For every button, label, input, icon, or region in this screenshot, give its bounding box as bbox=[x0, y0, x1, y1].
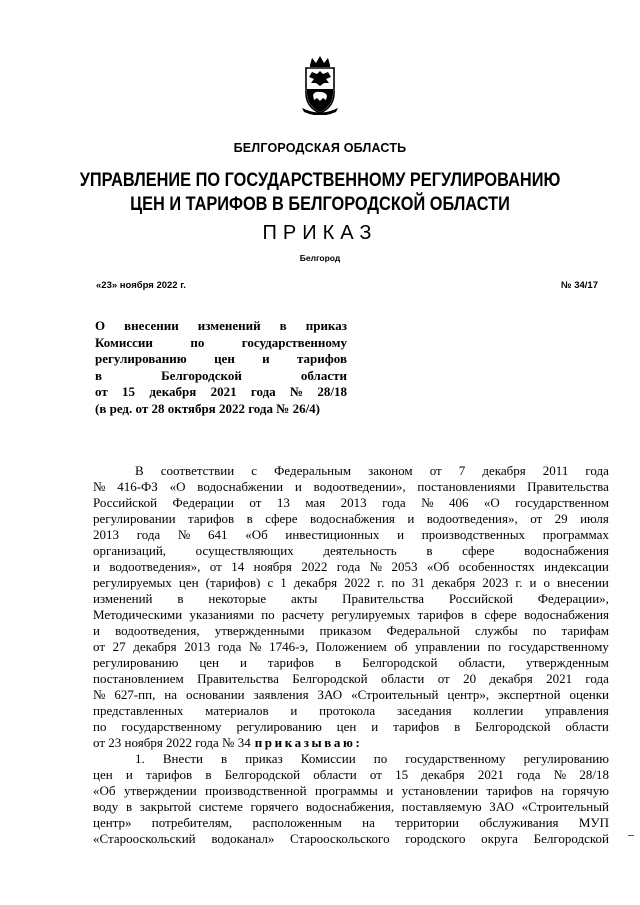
body-line bbox=[93, 591, 609, 607]
word: декабря bbox=[489, 671, 533, 686]
word: 2053 bbox=[391, 559, 418, 574]
body-line bbox=[93, 495, 609, 511]
word: и bbox=[262, 351, 270, 366]
word: Белгородской bbox=[475, 719, 551, 734]
word: от bbox=[93, 639, 106, 654]
word: области, bbox=[458, 655, 506, 670]
word: тарифов bbox=[188, 511, 235, 526]
word: июля bbox=[580, 511, 609, 526]
word: «Об bbox=[245, 527, 268, 542]
word: декабря bbox=[431, 575, 476, 590]
body-line bbox=[93, 671, 609, 687]
word: поставляемую bbox=[401, 799, 482, 814]
word: Федеральным bbox=[274, 463, 352, 478]
word: 406 bbox=[448, 495, 469, 510]
word: 2021 bbox=[546, 671, 573, 686]
word: от bbox=[369, 767, 382, 782]
word: службы bbox=[475, 623, 518, 638]
word: утвержденным bbox=[526, 655, 609, 670]
word: 1746-э, bbox=[269, 639, 309, 654]
document-date: «23» ноября 2022 г. bbox=[96, 280, 186, 291]
word: расположенным bbox=[252, 815, 342, 830]
word: организаций, bbox=[93, 543, 167, 558]
word: и bbox=[386, 783, 394, 798]
word: в bbox=[470, 607, 478, 622]
page-edge-mark bbox=[628, 835, 634, 836]
word: в bbox=[246, 511, 253, 526]
word: 2023 bbox=[482, 575, 509, 590]
word: 29 bbox=[554, 511, 568, 526]
order-title bbox=[95, 318, 347, 417]
word: 28/18 bbox=[317, 384, 347, 399]
word: года bbox=[136, 527, 161, 542]
word: 1. bbox=[135, 751, 145, 766]
word: некоторые bbox=[208, 591, 267, 606]
word: в bbox=[426, 543, 433, 558]
word: изменений bbox=[197, 318, 261, 333]
word: в bbox=[335, 655, 342, 670]
word: в bbox=[95, 367, 103, 383]
document-type: ПРИКАЗ bbox=[262, 222, 378, 244]
word: водоотведения», bbox=[426, 511, 518, 526]
title-line: (в ред. от 28 октября 2022 года № 26/4) bbox=[95, 400, 321, 416]
word: Федерации», bbox=[537, 591, 609, 606]
word: потребителям, bbox=[151, 815, 233, 830]
word: водоснабжении bbox=[197, 479, 284, 494]
word: регулируемых bbox=[331, 607, 411, 622]
word: г. bbox=[515, 575, 523, 590]
word: горячую bbox=[562, 783, 609, 798]
word: особенностях bbox=[458, 559, 535, 574]
word: горячего bbox=[250, 799, 299, 814]
word: № bbox=[93, 687, 106, 702]
word: 14 bbox=[231, 559, 245, 574]
word: регулируемых bbox=[93, 575, 172, 590]
word: сфере bbox=[484, 607, 517, 622]
word: и bbox=[529, 575, 537, 590]
word: заседания bbox=[396, 703, 452, 718]
word: 2022 bbox=[344, 575, 371, 590]
word: тарифов bbox=[297, 351, 347, 366]
word: цен bbox=[178, 575, 199, 590]
body-line bbox=[93, 511, 609, 527]
item-line bbox=[93, 831, 609, 847]
word: № bbox=[421, 495, 434, 510]
word: заявления bbox=[253, 687, 309, 702]
word: 2021 bbox=[477, 767, 504, 782]
word: об bbox=[394, 639, 408, 654]
word: центр» bbox=[93, 815, 132, 830]
word: водоканал» bbox=[211, 831, 275, 846]
word: и bbox=[397, 527, 405, 542]
word: № bbox=[369, 559, 383, 574]
word: внесении bbox=[124, 318, 179, 333]
word: производственной bbox=[205, 783, 307, 798]
word: года bbox=[336, 559, 361, 574]
word: от bbox=[249, 495, 262, 510]
word: О bbox=[95, 318, 106, 333]
word: программах bbox=[542, 527, 609, 542]
word: области bbox=[313, 767, 357, 782]
word: 27 bbox=[112, 639, 126, 654]
word: территории bbox=[395, 815, 459, 830]
word: водоотведения», bbox=[109, 559, 201, 574]
word: законом bbox=[368, 463, 413, 478]
word: тарифов bbox=[393, 719, 440, 734]
word: в bbox=[454, 719, 461, 734]
body-line bbox=[93, 623, 609, 639]
word: ноября bbox=[253, 559, 292, 574]
word: и bbox=[290, 703, 298, 718]
word: протокола bbox=[319, 703, 376, 718]
word: Комиссии bbox=[300, 751, 356, 766]
word: установлении bbox=[401, 783, 479, 798]
word: Правительства bbox=[342, 591, 424, 606]
word: в bbox=[125, 799, 133, 814]
word: № bbox=[249, 639, 262, 654]
word: Белгородской bbox=[292, 671, 368, 686]
item-line bbox=[93, 767, 609, 783]
word: 2013 bbox=[93, 527, 119, 542]
word: 20 bbox=[463, 671, 477, 686]
word: регулированию bbox=[236, 719, 322, 734]
word: сфере bbox=[462, 543, 495, 558]
word: государственном bbox=[515, 495, 609, 510]
word: Белгородской bbox=[161, 367, 242, 383]
word: области bbox=[380, 671, 425, 686]
word: и bbox=[93, 559, 100, 574]
word: Федеральной bbox=[386, 623, 460, 638]
body-line bbox=[93, 687, 609, 703]
word: 7 bbox=[458, 463, 466, 478]
word: внесении bbox=[557, 575, 609, 590]
word: области bbox=[300, 367, 347, 383]
body-line bbox=[93, 607, 609, 623]
title-line bbox=[95, 384, 347, 401]
word: изменений bbox=[93, 591, 153, 606]
word: декабря bbox=[293, 575, 338, 590]
word: Комиссии bbox=[95, 334, 153, 350]
word: регулированию bbox=[523, 751, 609, 766]
word: указаниями bbox=[189, 607, 254, 622]
item-line bbox=[93, 751, 609, 767]
word: Российской bbox=[93, 495, 158, 510]
title-line bbox=[95, 351, 347, 368]
word: осуществляющих bbox=[195, 543, 294, 558]
word: № bbox=[289, 384, 304, 399]
word: от bbox=[437, 671, 450, 686]
word: Федерации bbox=[172, 495, 234, 510]
word: 641 bbox=[208, 527, 228, 542]
word: инвестиционных bbox=[285, 527, 380, 542]
word: на bbox=[164, 687, 178, 702]
word: от bbox=[530, 511, 543, 526]
word: по bbox=[373, 751, 388, 766]
word: МУП bbox=[578, 815, 609, 830]
word: цен bbox=[199, 655, 219, 670]
word: Белгородской bbox=[224, 767, 301, 782]
body-line bbox=[93, 703, 609, 719]
word: декабря bbox=[421, 767, 465, 782]
word: 15 bbox=[395, 767, 409, 782]
word: Положением bbox=[315, 639, 387, 654]
word: водоснабжения, bbox=[306, 799, 395, 814]
word: 28/18 bbox=[579, 767, 609, 782]
word: 15 bbox=[122, 384, 136, 399]
item-line bbox=[93, 815, 609, 831]
word: производственных bbox=[421, 527, 526, 542]
word: Российской bbox=[448, 591, 513, 606]
word: по bbox=[261, 607, 275, 622]
word: системе bbox=[198, 799, 243, 814]
agency-name bbox=[79, 169, 561, 217]
title-line bbox=[95, 368, 347, 385]
word: года bbox=[382, 495, 406, 510]
word: декабря bbox=[133, 639, 177, 654]
body-line bbox=[93, 479, 609, 495]
word: Методическими bbox=[93, 607, 183, 622]
body-line bbox=[93, 639, 609, 655]
word: 2021 bbox=[210, 384, 237, 399]
word: области bbox=[565, 719, 609, 734]
word: на bbox=[362, 815, 375, 830]
word: и bbox=[294, 479, 302, 494]
word: № bbox=[553, 767, 567, 782]
word: тарифов bbox=[486, 783, 533, 798]
word: и bbox=[371, 719, 379, 734]
word: государственному bbox=[241, 334, 347, 350]
word: приказ bbox=[305, 318, 347, 333]
word: от bbox=[95, 384, 108, 399]
word: с bbox=[251, 463, 258, 478]
word: в bbox=[221, 751, 228, 766]
word: по bbox=[487, 639, 502, 654]
body-line bbox=[93, 735, 609, 751]
word: постановлением bbox=[93, 671, 184, 686]
body-line bbox=[93, 575, 609, 591]
word: 2011 bbox=[542, 463, 569, 478]
word: «Об bbox=[93, 783, 116, 798]
word: декабря bbox=[482, 463, 526, 478]
word: в bbox=[205, 767, 212, 782]
word: Белгородской bbox=[362, 655, 438, 670]
word: тарифов bbox=[267, 655, 315, 670]
word: в bbox=[279, 318, 287, 333]
word: водоотведения, bbox=[115, 623, 200, 638]
word: в bbox=[177, 591, 184, 606]
word: «Строительный bbox=[351, 687, 439, 702]
word: 627-пп, bbox=[114, 687, 156, 702]
body-line bbox=[93, 655, 609, 671]
body-line bbox=[93, 527, 609, 543]
word: цен bbox=[214, 351, 235, 366]
body-line bbox=[93, 559, 609, 575]
word: по bbox=[190, 334, 205, 350]
word: года bbox=[585, 463, 609, 478]
word: по bbox=[532, 623, 547, 638]
coat-of-arms-icon bbox=[296, 55, 344, 115]
order-body bbox=[93, 463, 609, 847]
word: управления bbox=[545, 703, 609, 718]
word: утверждении bbox=[123, 783, 197, 798]
word: расчету bbox=[281, 607, 325, 622]
title-line bbox=[95, 335, 347, 352]
body-line bbox=[93, 543, 609, 559]
word: программы bbox=[315, 783, 378, 798]
word: регулированию bbox=[95, 351, 187, 366]
title-line bbox=[95, 318, 347, 335]
word: тарифов bbox=[417, 607, 464, 622]
word: декабря bbox=[149, 384, 197, 399]
word: года bbox=[250, 384, 276, 399]
word: ЗАО bbox=[317, 687, 343, 702]
word: и bbox=[407, 511, 415, 526]
word: Правительства bbox=[527, 479, 609, 494]
word: тарифам bbox=[561, 623, 609, 638]
word: 1 bbox=[280, 575, 287, 590]
word: ЗАО bbox=[489, 799, 514, 814]
word: водоснабжения bbox=[524, 607, 609, 622]
word: городского bbox=[405, 831, 466, 846]
word: Белгородской bbox=[533, 831, 609, 846]
word: и bbox=[239, 655, 247, 670]
word: 31 bbox=[411, 575, 425, 590]
word: водоотведении», bbox=[313, 479, 406, 494]
region-name: БЕЛГОРОДСКАЯ ОБЛАСТЬ bbox=[233, 141, 407, 155]
body-line bbox=[93, 463, 609, 479]
word: индексации bbox=[544, 559, 609, 574]
word: с bbox=[267, 575, 274, 590]
word: приказ bbox=[245, 751, 283, 766]
word: управлении bbox=[415, 639, 480, 654]
word: экспертной bbox=[498, 687, 561, 702]
word: № bbox=[93, 479, 106, 494]
item-line bbox=[93, 783, 609, 799]
order-date-reference: от 23 ноября 2022 года № 34 bbox=[93, 735, 251, 750]
word: 13 bbox=[276, 495, 290, 510]
word: обслуживания bbox=[479, 815, 559, 830]
word: цен bbox=[336, 719, 357, 734]
word: года bbox=[517, 767, 541, 782]
word: соответствии bbox=[160, 463, 235, 478]
word: цен bbox=[93, 767, 113, 782]
word: от bbox=[209, 559, 222, 574]
word: года bbox=[585, 671, 609, 686]
word: государственному bbox=[405, 751, 506, 766]
word: «Об bbox=[426, 559, 450, 574]
item-line bbox=[93, 799, 609, 815]
word: 2013 bbox=[340, 495, 367, 510]
word: г. bbox=[377, 575, 385, 590]
word: Внести bbox=[162, 751, 203, 766]
word: на bbox=[541, 783, 554, 798]
word: (тарифов) bbox=[205, 575, 261, 590]
word: тарифов bbox=[146, 767, 193, 782]
word: 2022 bbox=[301, 559, 328, 574]
agency-name-line: УПРАВЛЕНИЕ ПО ГОСУДАРСТВЕННОМУ РЕГУЛИРОВАНИЮ bbox=[79, 170, 561, 191]
word: В bbox=[135, 463, 144, 478]
word: регулировании bbox=[93, 511, 176, 526]
word: государственному bbox=[508, 639, 609, 654]
document-number: № 34/17 bbox=[560, 280, 598, 291]
word: водоснабжения bbox=[524, 543, 609, 558]
word: водоснабжения bbox=[310, 511, 395, 526]
document-city: Белгород bbox=[299, 253, 341, 263]
word: основании bbox=[185, 687, 245, 702]
word: округа bbox=[481, 831, 518, 846]
word: мая bbox=[305, 495, 326, 510]
word: регулированию bbox=[93, 655, 179, 670]
agency-name-line: ЦЕН И ТАРИФОВ В БЕЛГОРОДСКОЙ ОБЛАСТИ bbox=[130, 194, 510, 215]
word: оценки bbox=[569, 687, 609, 702]
word: 2013 bbox=[184, 639, 211, 654]
word: «Строительный bbox=[521, 799, 609, 814]
word: утвержденными bbox=[214, 623, 305, 638]
word: о bbox=[543, 575, 551, 590]
word: государственному bbox=[121, 719, 222, 734]
word: деятельность bbox=[323, 543, 397, 558]
word: «О bbox=[169, 479, 186, 494]
word: «Старооскольский bbox=[93, 831, 196, 846]
word: и bbox=[93, 623, 100, 638]
word: № bbox=[177, 527, 191, 542]
word: постановлениями bbox=[417, 479, 516, 494]
word: Старооскольского bbox=[290, 831, 390, 846]
word: по bbox=[391, 575, 405, 590]
word: приказом bbox=[319, 623, 372, 638]
word: года bbox=[217, 639, 242, 654]
body-line bbox=[93, 719, 609, 735]
word: от bbox=[429, 463, 442, 478]
word: воду bbox=[93, 799, 119, 814]
word: и bbox=[125, 767, 133, 782]
word: закрытой bbox=[139, 799, 192, 814]
word: «О bbox=[483, 495, 500, 510]
word: 416-ФЗ bbox=[117, 479, 158, 494]
word: акты bbox=[290, 591, 318, 606]
word: Правительства bbox=[197, 671, 279, 686]
orders-word: приказываю: bbox=[254, 735, 363, 750]
word: сфере bbox=[265, 511, 298, 526]
word: центр», bbox=[447, 687, 490, 702]
word: материалов bbox=[205, 703, 269, 718]
word: по bbox=[93, 719, 107, 734]
word: представленных bbox=[93, 703, 184, 718]
word: коллегии bbox=[473, 703, 524, 718]
